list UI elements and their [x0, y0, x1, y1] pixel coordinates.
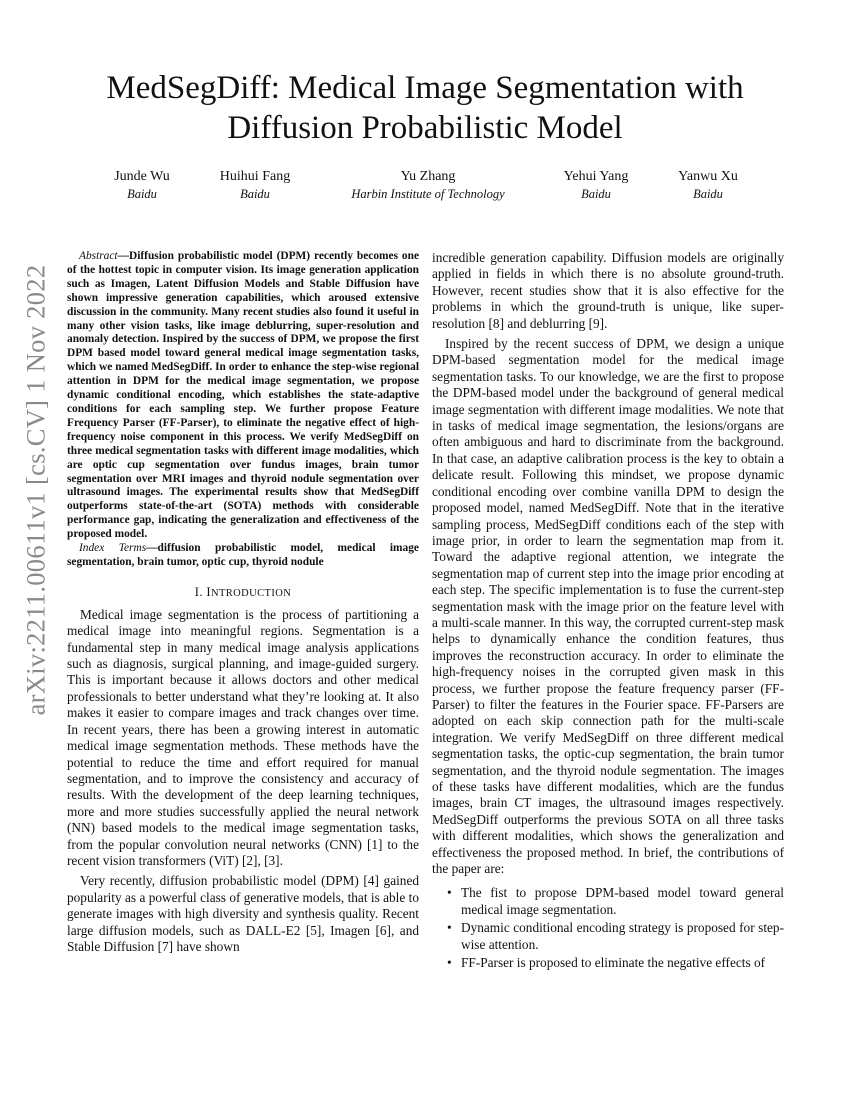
list-item-text: The fist to propose DPM-based model toward general medical image segmentation. — [461, 885, 784, 917]
author-name: Yanwu Xu — [678, 169, 738, 184]
author-name: Huihui Fang — [219, 169, 291, 184]
author-name: Junde Wu — [114, 169, 170, 184]
list-item-text: FF-Parser is proposed to eliminate the negative effects of — [461, 955, 766, 971]
section-title-rest: NTRODUCTION — [210, 587, 292, 599]
author — [114, 168, 170, 202]
author-affiliation: Harbin Institute of Technology — [351, 187, 505, 201]
bullet-glyph: • — [447, 885, 452, 901]
author — [220, 168, 290, 202]
left-column — [67, 250, 419, 959]
author — [678, 168, 738, 202]
section-initial: I — [206, 584, 211, 599]
list-item — [432, 955, 784, 971]
list-item-text: Dynamic conditional encoding strategy is proposed for step-wise attention. — [461, 920, 784, 952]
author-affiliation: Baidu — [581, 187, 611, 201]
author-affiliation: Baidu — [127, 187, 157, 201]
index-terms — [67, 542, 419, 570]
list-item — [432, 885, 784, 918]
author-affiliation: Baidu — [693, 187, 723, 201]
section-number: I. — [194, 584, 207, 599]
author — [351, 168, 504, 202]
abstract-text: —Diffusion probabilistic model (DPM) recently becomes one of the hottest topic in computer vision. Its image generation application such as Imagen, Latent Diffusion Models and Stable Diffusion have shown impressive generation capabilities, which aroused extensive discussion in the community. Many recent studies also found it useful in many other vision tasks, like image deblurring, super-resolution and anomaly detection. Inspired by the success of DPM, we propose the first DPM based model toward general medical image segmentation tasks, which we named MedSegDiff. In order to enhance the step-wise regional attention in DPM for the medical image segmentation, we propose dynamic conditional encoding, which establishes the state-adaptive conditions for each sampling step. We further propose Feature Frequency Parser (FF-Parser), to eliminate the negative effect of high-frequency noise component in this process. We verify MedSegDiff on three medical segmentation tasks with different image modalities, which are optic cup segmentation over fundus images, brain tumor segmentation over MRI images and thyroid nodule segmentation over ultrasound images. The experimental results show that MedSegDiff outperforms state-of-the-art (SOTA) methods with considerable performance gap, indicating the generalization and effectiveness of the proposed model. — [67, 250, 419, 541]
list-item — [432, 920, 784, 953]
paper-title: MedSegDiff: Medical Image Segmentation with Diffusion Probabilistic Model — [106, 70, 744, 146]
body-paragraph: Medical image segmentation is the process of partitioning a medical image into meaningful regions. Segmentation is a fundamental step in many medical image analysis applications such as diagnosis, surgical planning, and image-guided surgery. This is important because it allows doctors and other medical professionals to better understand what they’re looking at. It also makes it easier to compare images and track changes over time. In recent years, there has been a growing interest in automatic medical image segmentation methods. These methods have the potential to reduce the time and effort required for manual segmentation, and to improve the consistency and accuracy of results. With the development of the deep learning techniques, more and more studies successfully applied the neural network (NN) based models to the medical image segmentation tasks, from the popular convolution neural networks (CNN) [1] to the recent vision transformers (ViT) [2], [3]. — [67, 606, 419, 868]
author — [564, 168, 629, 202]
abstract — [67, 250, 419, 542]
index-terms-label: Index Terms — [79, 542, 147, 555]
bullet-glyph: • — [447, 955, 452, 971]
body-paragraph: incredible generation capability. Diffusion models are originally applied in fields in which there is no absolute ground-truth. However, recent studies show that it is also effective for the problems in which the ground-truth is unique, like super-resolution [8] and deblurring [9]. — [432, 250, 784, 331]
author-list — [0, 168, 850, 208]
index-terms-text: —diffusion probabilistic model, medical image segmentation, brain tumor, optic cup, thyroid nodule — [67, 542, 419, 568]
contribution-list — [432, 885, 784, 971]
author-name: Yehui Yang — [563, 169, 629, 184]
author-name: Yu Zhang — [400, 169, 456, 184]
right-column — [432, 250, 784, 973]
bullet-glyph: • — [447, 920, 452, 936]
body-paragraph: Very recently, diffusion probabilistic model (DPM) [4] gained popularity as a powerful class of generative models, that is able to generate images with high diversity and synthesis quality. Recent large diffusion models, such as DALL-E2 [5], Imagen [6], and Stable Diffusion [7] have shown — [67, 873, 419, 954]
arxiv-stamp-text: arXiv:2211.00611v1 [cs.CV] 1 Nov 2022 — [20, 264, 51, 716]
arxiv-stamp — [6, 264, 66, 716]
author-affiliation: Baidu — [240, 187, 270, 201]
section-heading — [67, 585, 419, 600]
abstract-label: Abstract — [79, 250, 118, 262]
body-paragraph: Inspired by the recent success of DPM, we design a unique DPM-based segmentation model for the medical image segmentation tasks. To our knowledge, we are the first to propose the DPM-based model under the background of general medical image segmentation with different image modalities. We note that in tasks of medical image segmentation, the lesions/organs are often ambiguous and hard to discriminate from the background. In that case, an adaptive calibration process is the key to obtain a delicate result. Following this mindset, we propose dynamic conditional encoding over combine vanilla DPM to design the proposed model, named MedSegDiff. Note that in the iterative sampling process, MedSegDiff conditions each of the step with image prior, in order to learn the segmentation map from it. Toward the adaptive regional attention, we integrate the segmentation map of current step into the image prior encoding at each step. The specific implementation is to fuse the current-step segmentation mask with the image prior on the feature level with a multi-scale manner. In this way, the corrupted current-step mask helps to dynamically enhance the condition features, thus improves the reconstruction accuracy. In order to eliminate the high-frequency noises in the corrupted given mask in this process, we further propose the feature frequency parser (FF-Parser) to filter the features in the Fourier space. FF-Parsers are adopted on each skip connection path for the multi-scale integration. We verify MedSegDiff on three different medical segmentation tasks, the optic-cup segmentation, the brain tumor segmentation, and the thyroid nodule segmentation. The images of these tasks have different modalities, which are the fundus images, brain CT images, the ultrasound images respectively. MedSegDiff outperforms the previous SOTA on all three tasks with different modalities, which shows the generalization and effectiveness the proposed method. In brief, the contributions of the paper are: — [432, 336, 784, 877]
